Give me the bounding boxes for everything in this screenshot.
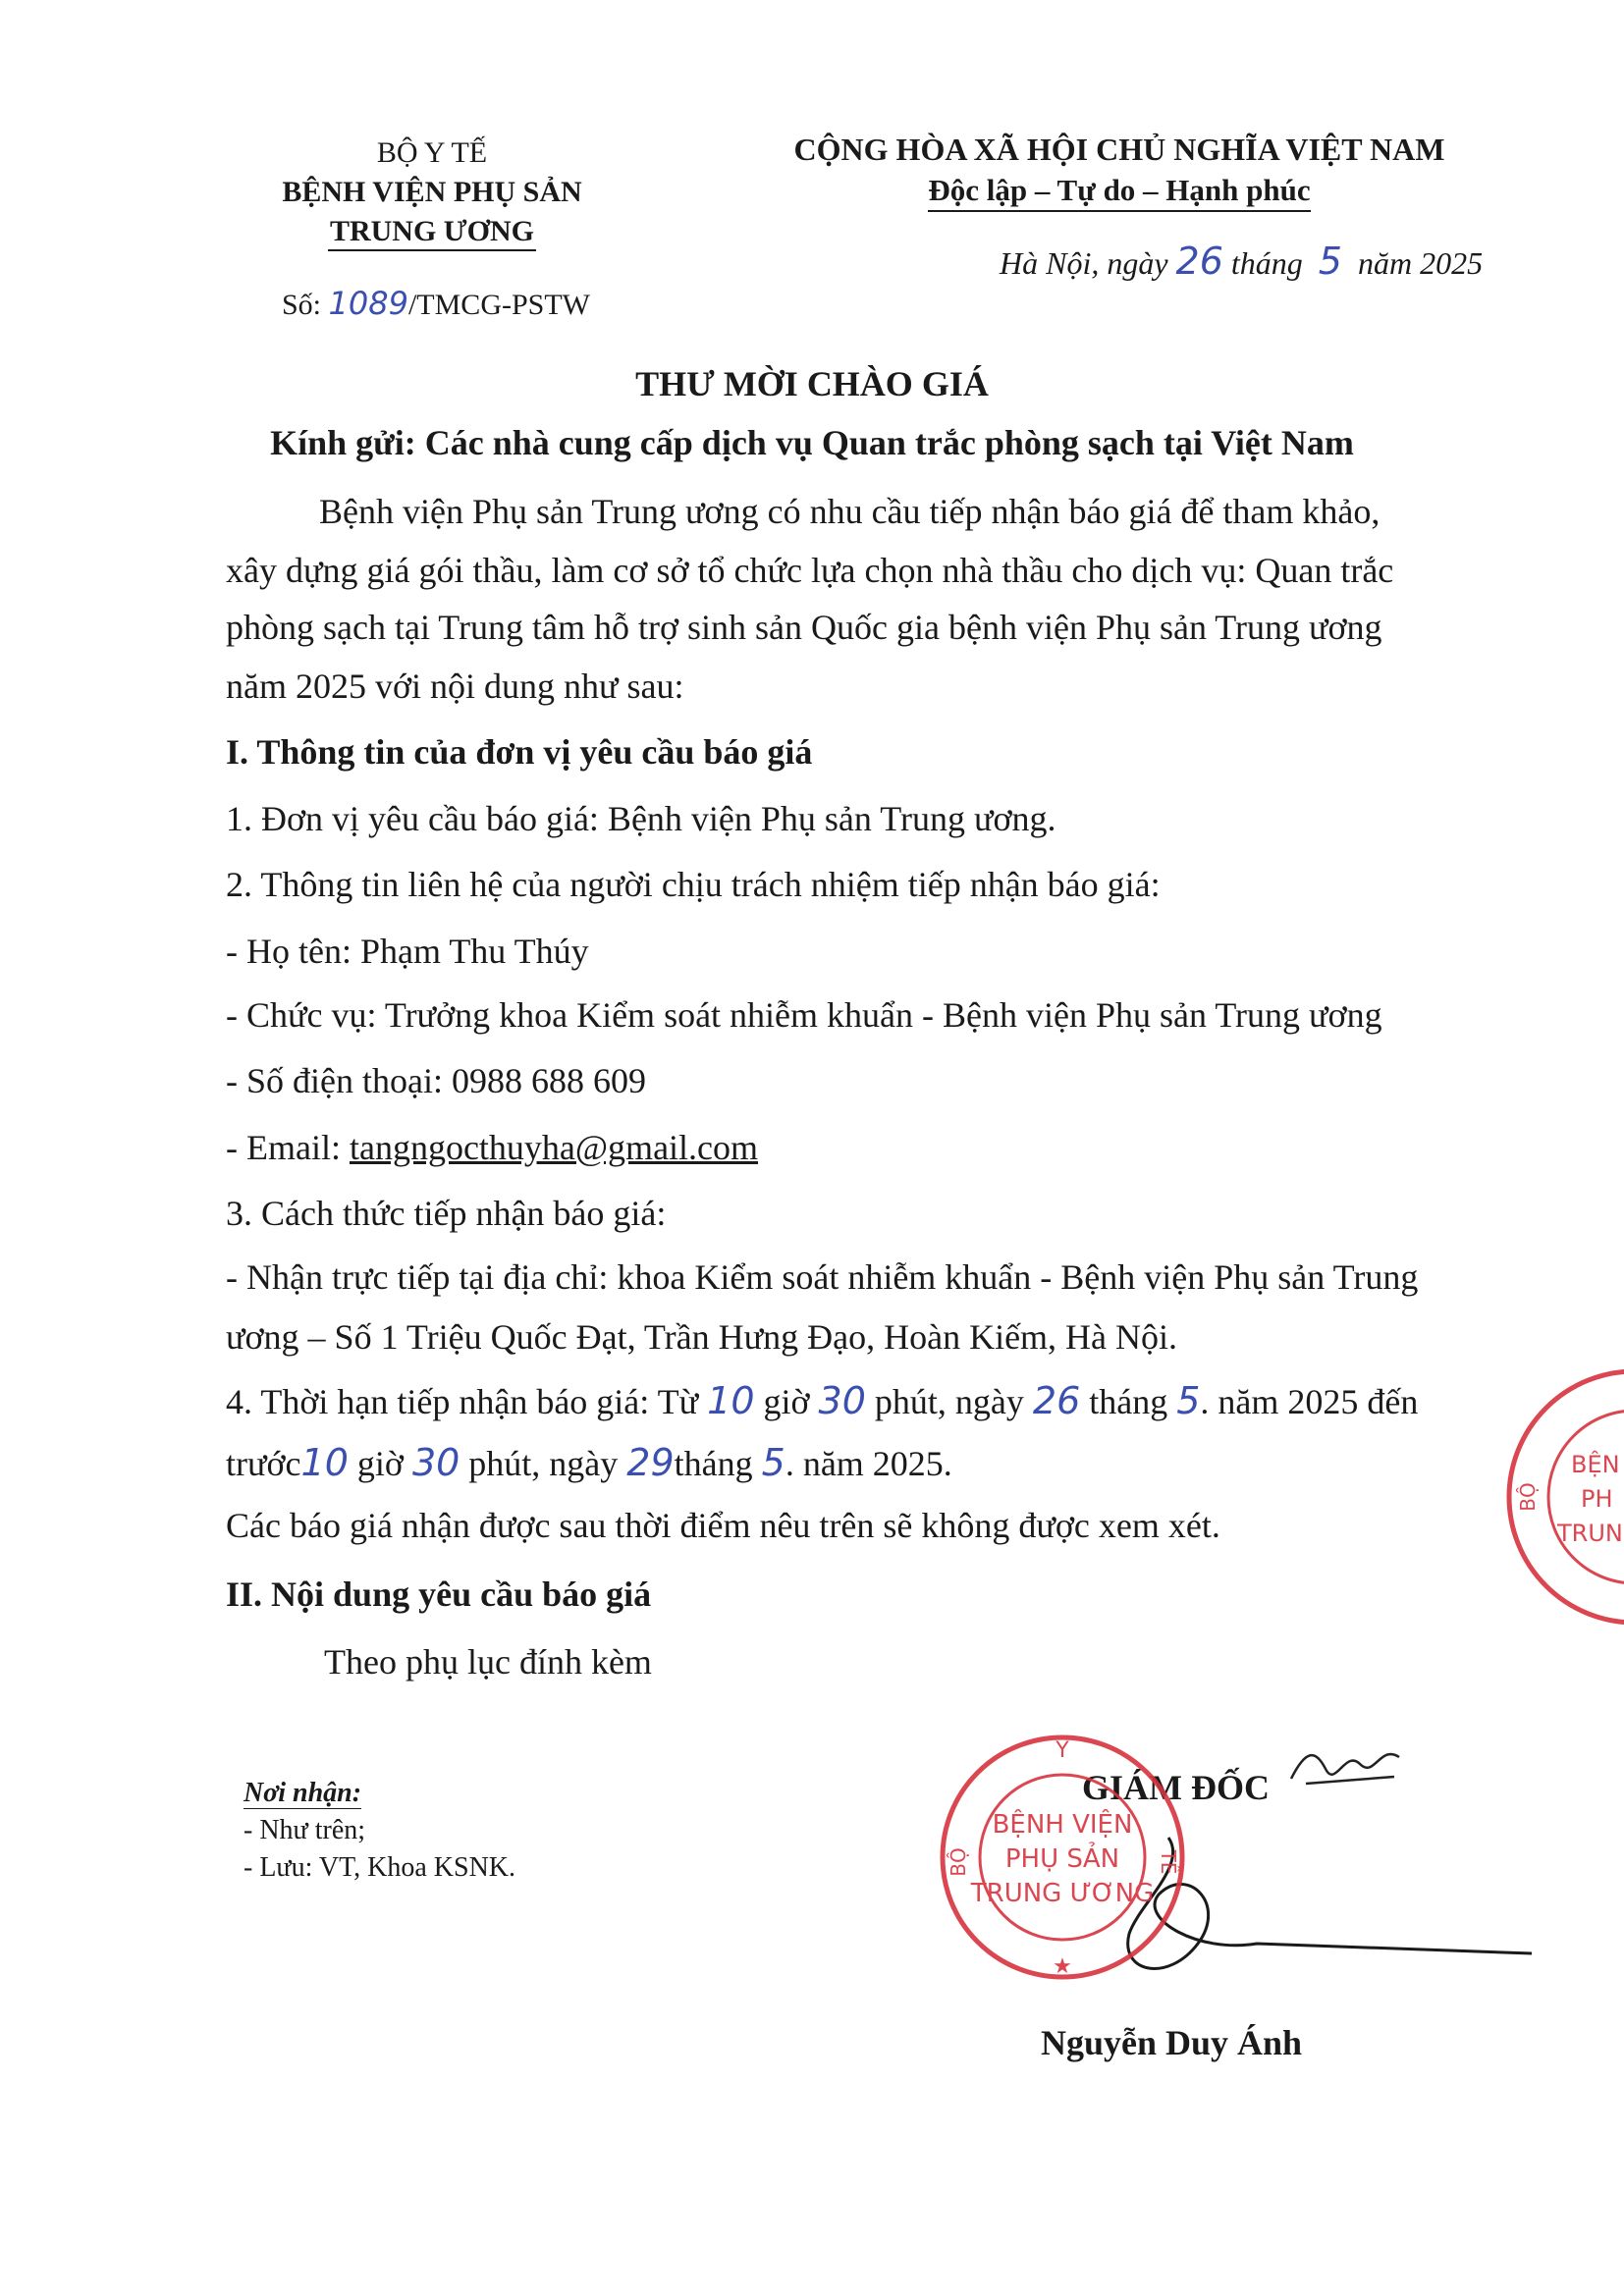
section1-heading: I. Thông tin của đơn vị yêu cầu báo giá: [226, 732, 813, 772]
contact-position: - Chức vụ: Trưởng khoa Kiểm soát nhiễm khuẩn - Bệnh viện Phụ sản Trung ương: [226, 995, 1382, 1035]
deadline-text: tháng: [1089, 1382, 1168, 1421]
section1-item1: 1. Đơn vị yêu cầu báo giá: Bệnh viện Phụ sản Trung ương.: [226, 799, 1056, 838]
recipients-label: Nơi nhận:: [244, 1778, 362, 1808]
recipient-line: Kính gửi: Các nhà cung cấp dịch vụ Quan trắc phòng sạch tại Việt Nam: [270, 423, 1354, 462]
seal-left: BỘ: [947, 1847, 970, 1877]
signature-title: GIÁM ĐỐC: [1082, 1768, 1270, 1807]
section2-heading: II. Nội dung yêu cầu báo giá: [226, 1575, 652, 1614]
country-name: CỘNG HÒA XÃ HỘI CHỦ NGHĨA VIỆT NAM: [793, 132, 1445, 167]
issue-date: [1000, 240, 1483, 283]
edge-seal-left: BỘ: [1516, 1482, 1540, 1512]
section2-content: Theo phụ lục đính kèm: [324, 1642, 652, 1682]
ministry-name: BỘ Y TẾ: [376, 136, 488, 169]
intro-line-2: xây dựng giá gói thầu, làm cơ sở tổ chức lựa chọn nhà thầu cho dịch vụ: Quan trắc: [226, 551, 1394, 590]
intro-line-1: Bệnh viện Phụ sản Trung ương có nhu cầu tiếp nhận báo giá để tham khảo,: [319, 492, 1380, 531]
deadline-text: tháng: [674, 1444, 753, 1483]
intro-line-4: năm 2025 với nội dung như sau:: [226, 667, 684, 706]
deadline-text: . năm 2025 đến: [1200, 1382, 1419, 1421]
motto-wrap: [756, 171, 1483, 216]
deadline-text: 4. Thời hạn tiếp nhận báo giá: Từ: [226, 1382, 699, 1421]
number-suffix: /TMCG-PSTW: [407, 289, 590, 321]
deadline-end-minute: 30: [411, 1441, 460, 1484]
deadline-start-day: 26: [1032, 1379, 1081, 1422]
deadline-line-1: [226, 1379, 1418, 1422]
date-year: năm 2025: [1357, 245, 1484, 281]
hospital-name-line2-wrap: [245, 212, 619, 251]
date-month: 5: [1318, 240, 1342, 283]
contact-name: - Họ tên: Phạm Thu Thúy: [226, 932, 589, 971]
email-link[interactable]: tangngocthuyha@gmail.com: [349, 1128, 759, 1167]
deadline-end-hour: 10: [300, 1441, 349, 1484]
deadline-note: Các báo giá nhận được sau thời điểm nêu trên sẽ không được xem xét.: [226, 1506, 1220, 1545]
recipients-label-wrap: [244, 1775, 515, 1812]
recipients-block: [244, 1775, 515, 1887]
document-title: THƯ MỜI CHÀO GIÁ: [635, 364, 989, 403]
header-left: [245, 133, 619, 251]
hospital-name-line2: TRUNG ƯƠNG: [328, 215, 536, 251]
date-day: 26: [1175, 240, 1223, 283]
deadline-start-hour: 10: [707, 1379, 755, 1422]
deadline-text: trước: [226, 1444, 301, 1483]
motto: Độc lập – Tự do – Hạnh phúc: [928, 173, 1310, 212]
signer-name: Nguyễn Duy Ánh: [1041, 2023, 1303, 2062]
deadline-text: phút, ngày: [468, 1444, 619, 1483]
date-city: Hà Nội, ngày: [1000, 245, 1168, 281]
edge-seal: [1502, 1364, 1624, 1629]
email-label: - Email:: [226, 1128, 341, 1167]
deadline-end-month: 5: [761, 1441, 785, 1484]
deadline-start-minute: 30: [818, 1379, 866, 1422]
deadline-line-2: [226, 1441, 952, 1484]
seal-top: Y: [1056, 1738, 1069, 1763]
hospital-seal: [935, 1730, 1190, 1985]
edge-seal-line3: TRUN: [1557, 1520, 1623, 1547]
initial-scribble: [1286, 1739, 1404, 1798]
date-month-label: tháng: [1230, 245, 1303, 281]
seal-line2: PHỤ SẢN: [1004, 1844, 1120, 1874]
deadline-text: giờ: [356, 1444, 404, 1483]
seal-line3: TRUNG ƯƠNG: [970, 1879, 1155, 1908]
recipients-line1: - Như trên;: [244, 1815, 366, 1845]
seal-right: TẾ: [1157, 1849, 1180, 1875]
edge-seal-line2: PH: [1581, 1485, 1613, 1513]
hospital-name-line1: BỆNH VIỆN PHỤ SẢN: [282, 176, 582, 208]
deadline-text: phút, ngày: [874, 1382, 1024, 1421]
recipients-line2: - Lưu: VT, Khoa KSNK.: [244, 1852, 516, 1883]
deadline-text: . năm 2025.: [785, 1444, 952, 1483]
contact-phone: - Số điện thoại: 0988 688 609: [226, 1061, 646, 1100]
document-number: [282, 285, 590, 322]
intro-line-3: phòng sạch tại Trung tâm hỗ trợ sinh sản Quốc gia bệnh viện Phụ sản Trung ương: [226, 608, 1382, 647]
seal-line1: BỆNH VIỆN: [992, 1810, 1133, 1840]
section1-item3: 3. Cách thức tiếp nhận báo giá:: [226, 1194, 667, 1233]
address-line-2: ương – Số 1 Triệu Quốc Đạt, Trần Hưng Đạo, Hoàn Kiếm, Hà Nội.: [226, 1317, 1178, 1357]
address-line-1: - Nhận trực tiếp tại địa chỉ: khoa Kiểm soát nhiễm khuẩn - Bệnh viện Phụ sản Trung: [226, 1257, 1419, 1297]
deadline-text: giờ: [763, 1382, 810, 1421]
edge-seal-line1: BỆN: [1571, 1451, 1620, 1478]
contact-email-row: [226, 1127, 758, 1168]
number-prefix: Số:: [282, 289, 322, 321]
header-right: [756, 128, 1483, 216]
section1-item2: 2. Thông tin liên hệ của người chịu trách nhiệm tiếp nhận báo giá:: [226, 865, 1161, 904]
deadline-start-month: 5: [1176, 1379, 1201, 1422]
deadline-end-day: 29: [626, 1441, 675, 1484]
seal-star: ★: [1053, 1954, 1072, 1979]
number-handwritten: 1089: [328, 285, 408, 322]
